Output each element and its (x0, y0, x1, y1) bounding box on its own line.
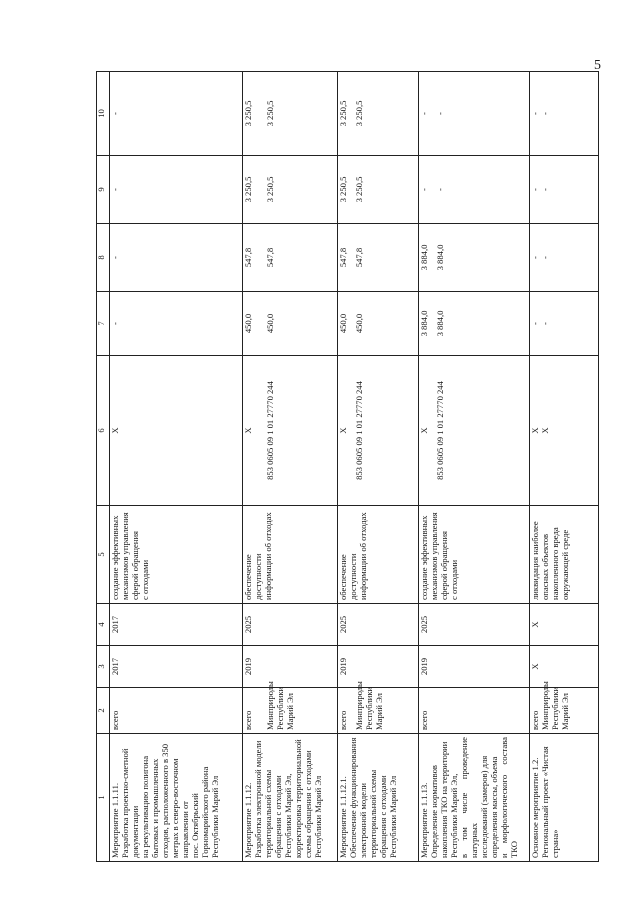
value-2019-cell: - (110, 292, 243, 356)
end-year-cell: X (530, 604, 599, 646)
responsible-cell: всего Минприроды Республики Марий Эл (530, 688, 599, 734)
header-cell: 7 (97, 292, 110, 356)
value-2019-cell: - - (530, 292, 599, 356)
value-2019-cell: 450,0 450,0 (243, 292, 338, 356)
header-cell: 8 (97, 224, 110, 292)
value-2020-cell: - (110, 224, 243, 292)
end-year-cell: 2025 (338, 604, 419, 646)
header-cell: 5 (97, 506, 110, 604)
value-2021-cell: 3 250,5 3 250,5 (338, 156, 419, 224)
measure-cell: Мероприятие 1.1.11. Разработка проектно-сметной документации на рекультивацию полигона бытовых и промышленных отходов, расположенного в 350 метрах в северо-восточном направлении от пос. Октябрьский Горномарийского района Республики Марий Эл (110, 734, 243, 862)
table-row (243, 72, 338, 862)
start-year-cell: X (530, 646, 599, 688)
responsible-cell: всего Минприроды Республики Марий Эл (338, 688, 419, 734)
goal-cell: обеспечение доступности информации об отходах (338, 506, 419, 604)
start-year-cell: 2017 (110, 646, 243, 688)
header-cell: 4 (97, 604, 110, 646)
goal-cell: ликвидация наиболее опасных объектов накопленного вреда окружающей среде (530, 506, 599, 604)
table-row (338, 72, 419, 862)
measure-cell: Мероприятие 1.1.13. Определение нормативов накопления ТКО на территории Республики Марий Эл, в том числе проведение натурных исследований (замеров) для определения массы, объема и морфологического состава ТКО (419, 734, 530, 862)
start-year-cell: 2019 (338, 646, 419, 688)
goal-cell: создание эффективных механизмов управления сферой обращения с отходами (110, 506, 243, 604)
responsible-cell: всего (110, 688, 243, 734)
measure-cell: Мероприятие 1.1.12.1. Обеспечение функционирования электронной модели территориальной схемы обращения с отходами Республики Марий Эл (338, 734, 419, 862)
value-2021-cell: - - (530, 156, 599, 224)
value-2019-cell: 450,0 450,0 (338, 292, 419, 356)
end-year-cell: 2025 (419, 604, 530, 646)
measure-cell: Основное мероприятие 1.2. Региональный проект «Чистая страна» (530, 734, 599, 862)
value-2022-cell: 3 250,5 3 250,5 (243, 72, 338, 156)
budget-code-cell: X 853 0605 09 1 01 27770 244 (338, 356, 419, 506)
value-2020-cell: - - (530, 224, 599, 292)
table-row (110, 72, 243, 862)
value-2022-cell: - - (419, 72, 530, 156)
budget-code-cell: X 853 0605 09 1 01 27770 244 (419, 356, 530, 506)
header-cell: 3 (97, 646, 110, 688)
budget-code-cell: X (110, 356, 243, 506)
goal-cell: обеспечение доступности информации об отходах (243, 506, 338, 604)
value-2022-cell: - (110, 72, 243, 156)
program-table (96, 71, 599, 862)
value-2021-cell: 3 250,5 3 250,5 (243, 156, 338, 224)
rotated-table-container (96, 72, 616, 862)
responsible-cell: всего (419, 688, 530, 734)
header-cell: 10 (97, 72, 110, 156)
table-row (419, 72, 530, 862)
header-cell: 9 (97, 156, 110, 224)
budget-code-cell: X X (530, 356, 599, 506)
measure-cell: Мероприятие 1.1.12. Разработка электронной модели территориальной схемы обращения с отходами Республики Марий Эл, корректировка территориальной схемы обращения с отходами Республики Марий Эл (243, 734, 338, 862)
responsible-cell: всего Минприроды Республики Марий Эл (243, 688, 338, 734)
value-2020-cell: 547,8 547,8 (243, 224, 338, 292)
value-2022-cell: - - (530, 72, 599, 156)
header-cell: 2 (97, 688, 110, 734)
value-2022-cell: 3 250,5 3 250,5 (338, 72, 419, 156)
goal-cell: создание эффективных механизмов управления сферой обращения с отходами (419, 506, 530, 604)
start-year-cell: 2019 (419, 646, 530, 688)
page-number: 5 (594, 58, 601, 73)
value-2020-cell: 547,8 547,8 (338, 224, 419, 292)
budget-code-cell: X 853 0605 09 1 01 27770 244 (243, 356, 338, 506)
value-2019-cell: 3 884,0 3 884,0 (419, 292, 530, 356)
header-cell: 1 (97, 734, 110, 862)
header-cell: 6 (97, 356, 110, 506)
header-row (97, 72, 110, 862)
value-2021-cell: - - (419, 156, 530, 224)
end-year-cell: 2025 (243, 604, 338, 646)
start-year-cell: 2019 (243, 646, 338, 688)
value-2021-cell: - (110, 156, 243, 224)
table-row (530, 72, 599, 862)
value-2020-cell: 3 884,0 3 884,0 (419, 224, 530, 292)
end-year-cell: 2017 (110, 604, 243, 646)
